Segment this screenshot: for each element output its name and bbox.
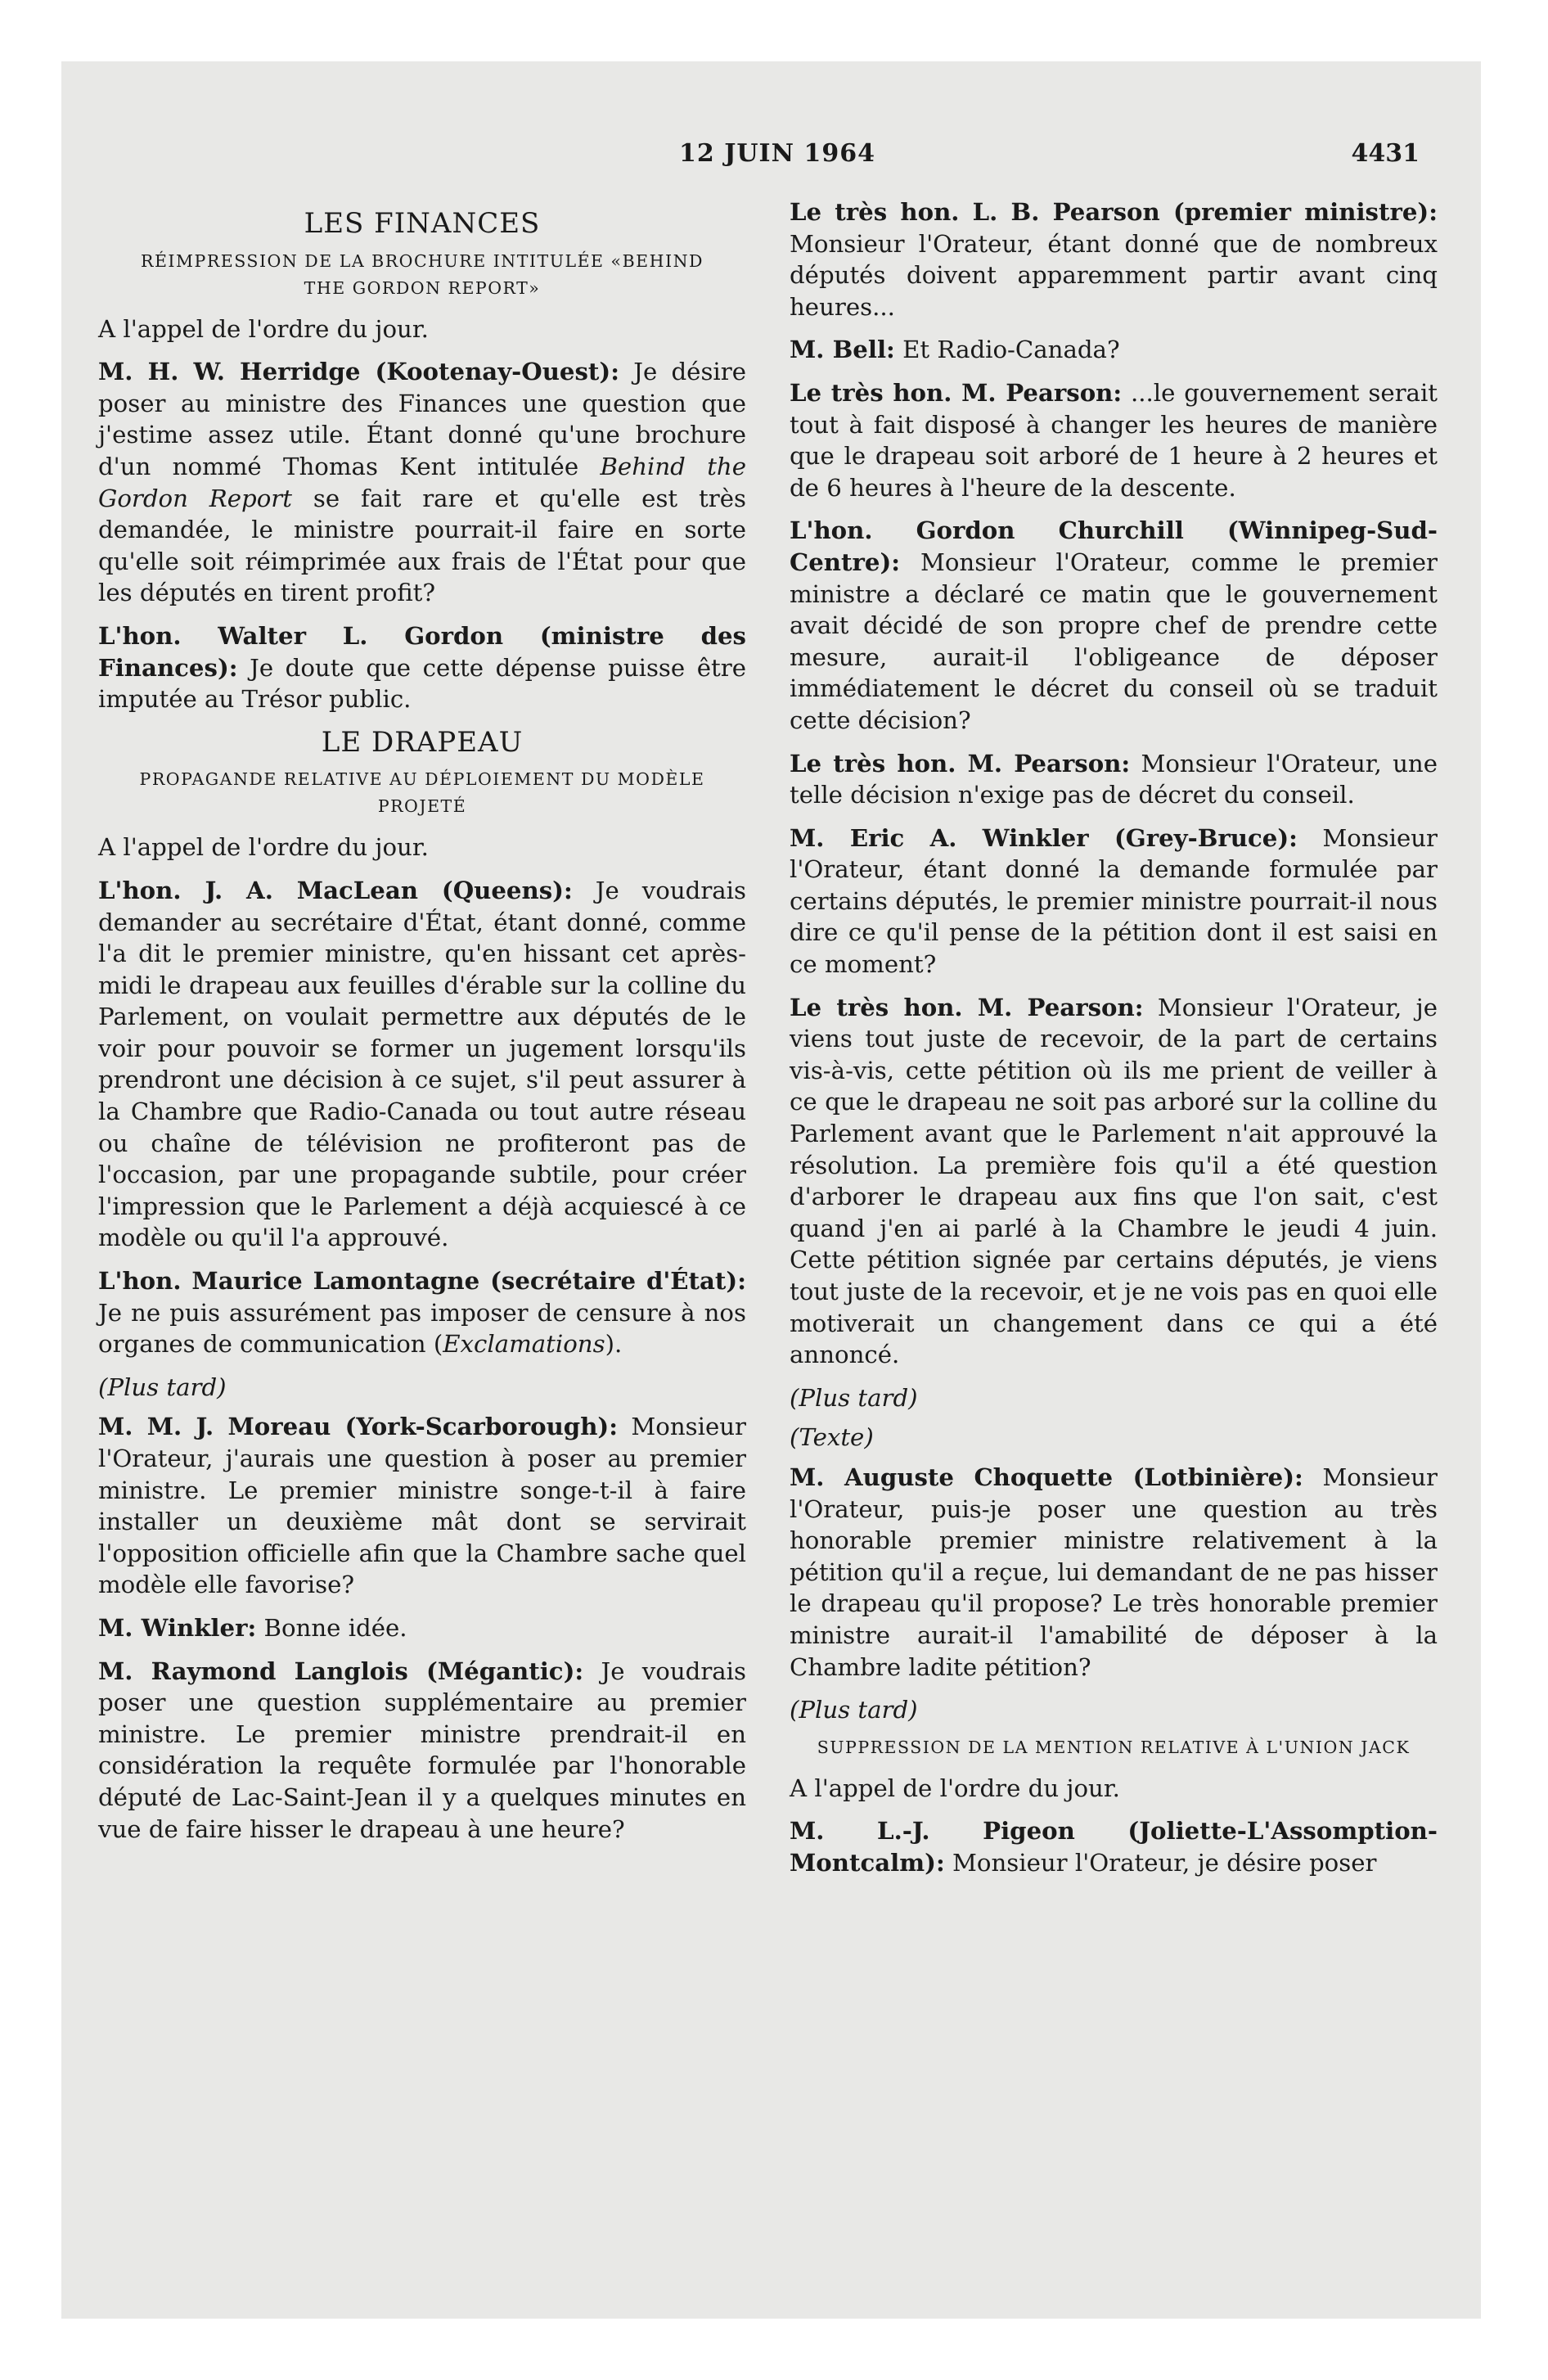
speech-gordon — [98, 620, 746, 715]
speech-text: ). — [605, 1330, 623, 1359]
speech-text: Bonne idée. — [256, 1613, 407, 1642]
speech-text: Je doute que cette dépense puisse être imputée au Trésor public. — [98, 653, 746, 714]
speech-text: Monsieur l'Orateur, puis-je poser une question au très honorable premier ministre relativement à la pétition qu'il a reçue, lui demandant de ne pas hisser le drapeau qu'il propose? Le très honorable premier ministre aurait-il l'amabilité de déposer à la Chambre ladite pétition? — [790, 1463, 1438, 1681]
speaker-name: M. Eric A. Winkler (Grey-Bruce): — [790, 823, 1298, 852]
speaker-name: Le très hon. M. Pearson: — [790, 993, 1144, 1021]
speech-text: Je voudrais demander au secrétaire d'État, étant donné, comme l'a dit le premier ministre, qu'en hissant cet après-midi le drapeau aux feuilles d'érable sur la colline du Parlement, on voulait permettre aux députés de le voir pour pouvoir se former un jugement lorsqu'ils prendront une décision à ce sujet, s'il peut assurer à la Chambre que Radio-Canada ou tout autre réseau ou chaîne de télévision ne profiteront pas de l'occasion, par une propagande subtile, pour créer l'impression que le Parlement a déjà acquiescé à ce modèle ou qu'il l'a approuvé. — [98, 876, 746, 1252]
speech-maclean — [98, 875, 746, 1254]
speech-text: ...le gouvernement serait tout à fait disposé à changer les heures de manière que le drapeau soit arboré de 1 heure à 2 heures et de 6 heures à l'heure de la descente. — [790, 378, 1438, 502]
later-note: (Plus tard) — [98, 1373, 227, 1401]
speaker-name: M. Auguste Choquette (Lotbinière): — [790, 1463, 1303, 1491]
speech-moreau — [98, 1411, 746, 1601]
speech-text: Monsieur l'Orateur, étant donné la demande formulée par certains députés, le premier ministre pourrait-il nous dire ce qu'il pense de la pétition dont il est saisi en ce moment? — [790, 823, 1438, 979]
speaker-name: M. M. J. Moreau (York-Scarborough): — [98, 1413, 619, 1441]
speech-text: se fait rare et qu'elle est très demandée, le ministre pourrait-il faire en sorte qu'elle soit réimprimée aux frais de l'État pour que les députés en tirent profit? — [98, 484, 746, 607]
speaker-name: M. H. W. Herridge (Kootenay-Ouest): — [98, 358, 619, 386]
speech-text: Et Radio-Canada? — [894, 336, 1120, 364]
speech-churchill — [790, 515, 1438, 736]
speech-text: Monsieur l'Orateur, comme le premier ministre a déclaré ce matin que le gouvernement avait décidé de son propre chef de prendre cette mesure, aurait-il l'obligeance de déposer immédiatement le décret du conseil où se traduit cette décision? — [790, 548, 1438, 734]
speaker-name: L'hon. Gordon Churchill (Winnipeg-Sud-Centre): — [790, 516, 1438, 576]
speaker-name: M. L.-J. Pigeon (Joliette-L'Assomption-Montcalm): — [790, 1817, 1438, 1877]
section-heading-flag: LE DRAPEAU — [321, 725, 524, 759]
section-subheading-union-jack: SUPPRESSION DE LA MENTION RELATIVE À L'UNION JACK — [817, 1737, 1411, 1757]
interjection: Exclamations — [443, 1330, 605, 1359]
text-note: (Texte) — [790, 1423, 874, 1452]
speech-bell — [790, 334, 1438, 366]
speaker-name: L'hon. Maurice Lamontagne (secrétaire d'État): — [98, 1267, 746, 1296]
speech-choquette — [790, 1462, 1438, 1683]
section-subheading-reprint: RÉIMPRESSION DE LA BROCHURE INTITULÉE «BEHIND THE GORDON REPORT» — [141, 250, 704, 298]
speaker-name: L'hon. J. A. MacLean (Queens): — [98, 876, 573, 904]
speech-pearson — [790, 377, 1438, 503]
speech-winkler — [98, 1612, 746, 1644]
speech-text: Je désire poser au ministre des Finances une question que j'estime assez utile. Étant donné qu'une brochure d'un nommé Thomas Kent intitulée — [98, 358, 746, 480]
later-note: (Plus tard) — [790, 1383, 918, 1412]
speaker-name: L'hon. Walter L. Gordon (ministre des Finances): — [98, 621, 746, 682]
speaker-name: M. Bell: — [790, 336, 895, 364]
page-number: 4431 — [1351, 139, 1420, 168]
order-of-day: A l'appel de l'ordre du jour. — [98, 314, 429, 343]
speaker-name: Le très hon. L. B. Pearson (premier ministre): — [790, 198, 1438, 226]
speech-langlois — [98, 1656, 746, 1846]
later-note: (Plus tard) — [790, 1696, 918, 1724]
speech-text: Monsieur l'Orateur, une telle décision n'exige pas de décret du conseil. — [790, 749, 1438, 809]
section-subheading-propaganda: PROPAGANDE RELATIVE AU DÉPLOIEMENT DU MODÈLE PROJETÉ — [139, 769, 705, 817]
speech-pigeon — [790, 1815, 1438, 1878]
speaker-name: Le très hon. M. Pearson: — [790, 749, 1131, 778]
speaker-name: M. Winkler: — [98, 1613, 257, 1642]
left-column — [98, 196, 746, 1856]
speaker-name: M. Raymond Langlois (Mégantic): — [98, 1657, 584, 1685]
speaker-name: Le très hon. M. Pearson: — [790, 378, 1123, 407]
section-heading-finances: LES FINANCES — [304, 207, 541, 240]
speech-pearson — [790, 992, 1438, 1371]
right-column — [790, 196, 1438, 1891]
speech-pearson — [790, 748, 1438, 811]
speech-text: Je voudrais poser une question supplémentaire au premier ministre. Le premier ministre prendrait-il en considération la requête formulée par l'honorable député de Lac-Saint-Jean il y a quelques minutes en vue de faire hisser le drapeau à une heure? — [98, 1657, 746, 1843]
speech-text: Monsieur l'Orateur, je viens tout juste de recevoir, de la part de certains vis-à-vis, cette pétition où ils me prient de veiller à ce que le drapeau ne soit pas arboré sur la colline du Parlement avant que le Parlement n'ait approuvé la résolution. La première fois qu'il a été question d'arborer le drapeau aux fins que l'on sait, c'est quand j'en ai parlé à la Chambre le jeudi 4 juin. Cette pétition signée par certains députés, je viens tout juste de la recevoir, et je ne vois pas en quoi elle motiverait un changement dans ce qui a été annoncé. — [790, 993, 1438, 1369]
scanned-page — [61, 61, 1481, 2319]
speech-text: Je ne puis assurément pas imposer de censure à nos organes de communication ( — [98, 1298, 746, 1359]
speech-herridge — [98, 356, 746, 609]
speech-text: Monsieur l'Orateur, je désire poser — [944, 1848, 1377, 1877]
book-title: Behind the Gordon Report — [98, 452, 746, 512]
speech-winkler — [790, 823, 1438, 980]
speech-pearson — [790, 196, 1438, 322]
page-date: 12 JUIN 1964 — [679, 139, 875, 168]
speech-text: Monsieur l'Orateur, étant donné que de nombreux députés doivent apparemment partir avant cinq heures... — [790, 229, 1438, 321]
order-of-day: A l'appel de l'ordre du jour. — [790, 1774, 1120, 1802]
order-of-day: A l'appel de l'ordre du jour. — [98, 833, 429, 862]
speech-text: Monsieur l'Orateur, j'aurais une question à poser au premier ministre. Le premier ministre songe-t-il à faire installer un deuxième mât dont se servirait l'opposition officielle afin que la Chambre sache quel modèle elle favorise? — [98, 1413, 746, 1599]
speech-lamontagne — [98, 1265, 746, 1360]
page-header — [61, 139, 1481, 188]
